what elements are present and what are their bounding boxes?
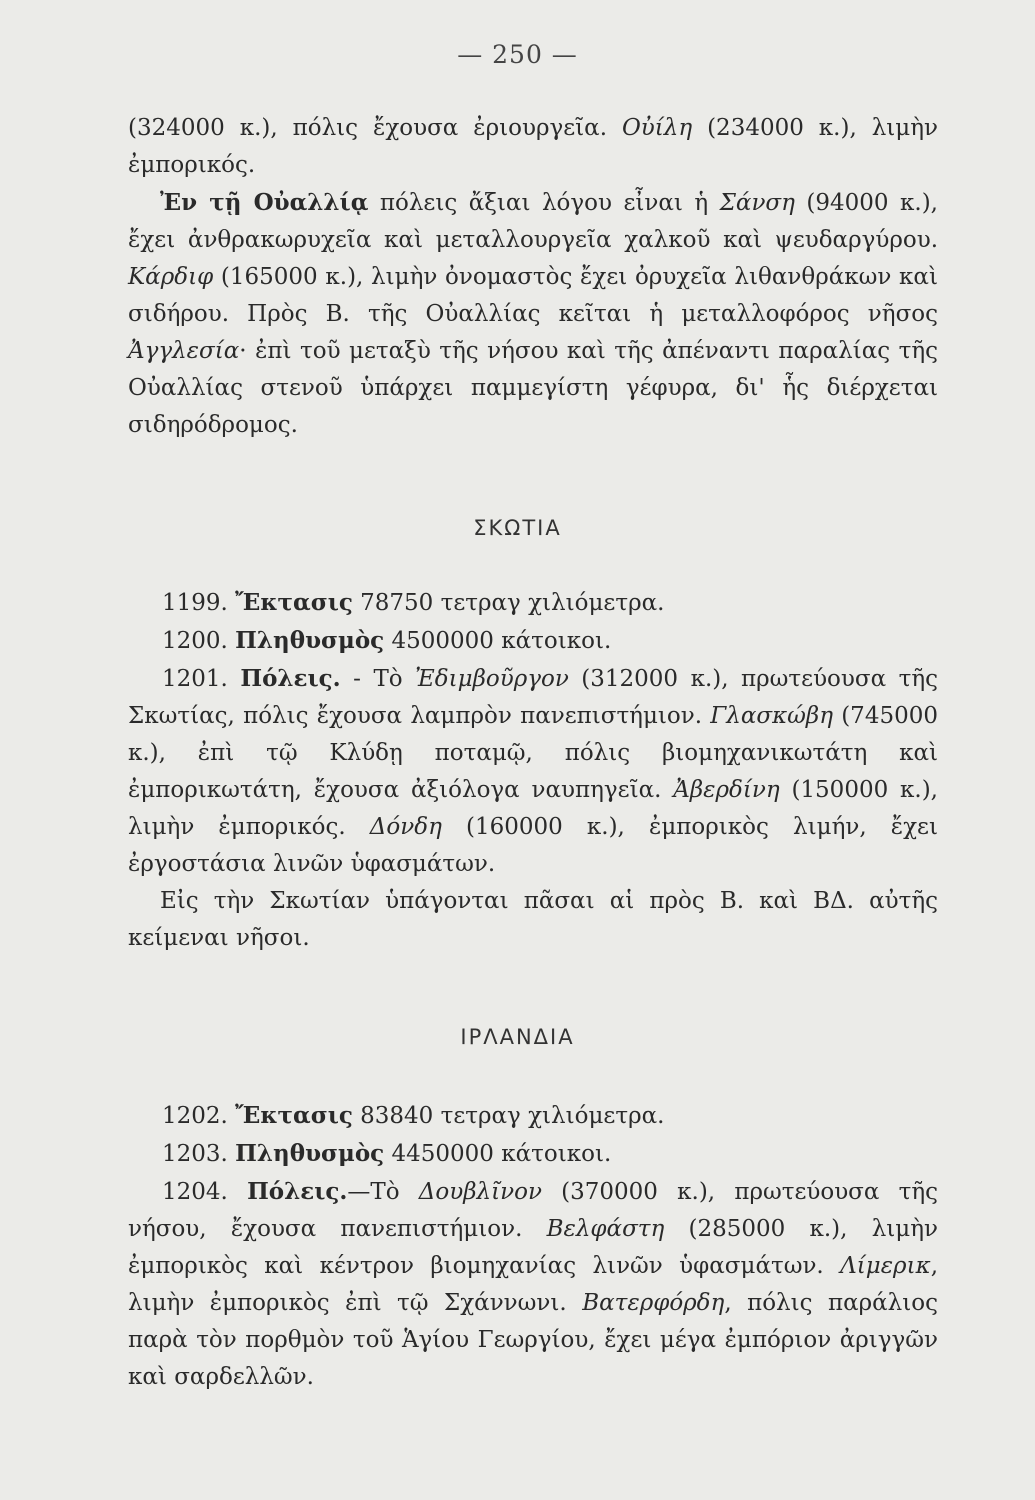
entry-label: Πόλεις. [240, 665, 341, 692]
entry-label: Ἔκτασις [235, 589, 353, 616]
text-run: (160000 κ.), ἐμπορικὸς λιμήν, ἔχει ἐργοστάσια λινῶν ὑφασμάτων. [128, 814, 938, 877]
entry-value: 4500000 κάτοικοι. [384, 628, 612, 654]
entry-ireland-population [128, 1135, 938, 1173]
entry-ireland-area [128, 1097, 938, 1135]
entry-number: 1201. [162, 666, 228, 692]
paragraph-wales-cities-cont [128, 110, 938, 184]
place-name: Ἀβερδίνη [673, 777, 780, 803]
section-lead: Ἐν τῇ Οὐαλλίᾳ [160, 189, 369, 216]
entry-scotland-area [128, 584, 938, 622]
place-name: Σάνση [719, 190, 795, 216]
entry-scotland-cities [128, 660, 938, 883]
text-run: (370000 κ.), πρωτεύουσα τῆς νήσου, ἔχουσα πανεπιστήμιον. [128, 1179, 939, 1242]
place-name: Βατερφόρδη [582, 1290, 725, 1316]
text-run: (165000 κ.), λιμὴν ὀνομαστὸς ἔχει ὀρυχεῖα λιθανθράκων καὶ σιδήρου. Πρὸς Β. τῆς Οὐαλλίας κεῖται ἡ μεταλλοφόρος νῆσος [128, 264, 938, 327]
text-run: (234000 κ.), λιμὴν ἐμπορικός. [128, 115, 938, 178]
page-number: — 250 — [457, 40, 578, 69]
text-run: (94000 κ.), ἔχει ἀνθρακωρυχεῖα καὶ μεταλλουργεῖα χαλκοῦ καὶ ψευδαργύρου. [128, 190, 938, 253]
entry-value: 4450000 κάτοικοι. [384, 1141, 612, 1167]
place-name: Ἐδιμβοῦργον [415, 666, 569, 692]
place-name: Οὐίλη [621, 115, 693, 141]
text-run: - Τὸ [340, 666, 416, 692]
entry-value: 78750 τετραγ χιλιόμετρα. [352, 590, 665, 616]
entry-number: 1200. [162, 628, 228, 654]
paragraph-scotland-islands: Εἰς τὴν Σκωτίαν ὑπάγονται πᾶσαι αἱ πρὸς Β. καὶ ΒΔ. αὐτῆς κείμεναι νῆσοι. [128, 888, 938, 951]
entry-value: 83840 τετραγ χιλιόμετρα. [352, 1103, 665, 1129]
place-name: Ἀγγλεσία [128, 338, 240, 364]
entry-ireland-cities [128, 1173, 938, 1396]
paragraph-wales [128, 184, 938, 444]
place-name: Λίμερικ [840, 1253, 931, 1279]
text-run: (745000 κ.), ἐπὶ τῷ Κλύδῃ ποταμῷ, πόλις βιομηχανικωτάτη καὶ ἐμπορικωτάτη, ἔχουσα ἀξιόλογα ναυπηγεῖα. [128, 703, 938, 803]
ireland-section [128, 1097, 938, 1396]
entry-label: Ἔκτασις [235, 1102, 353, 1129]
place-name: Βελφάστη [546, 1216, 665, 1242]
entry-number: 1203. [162, 1141, 228, 1167]
text-run: (312000 κ.), πρωτεύουσα τῆς Σκωτίας, πόλις ἔχουσα λαμπρὸν πανεπιστήμιον. [128, 666, 938, 729]
scotland-section [128, 584, 938, 957]
place-name: Δουβλῖνον [418, 1179, 542, 1205]
place-name: Κάρδιφ [128, 264, 214, 290]
text-run: · ἐπὶ τοῦ μεταξὺ τῆς νήσου καὶ τῆς ἀπέναντι παραλίας τῆς Οὐαλλίας στενοῦ ὑπάρχει παμμεγίστη γέφυρα, δι' ἧς διέρχεται σιδηρόδρομος. [128, 338, 938, 438]
place-name: Δόνδη [369, 814, 442, 840]
entry-number: 1199. [162, 590, 228, 616]
entry-number: 1204. [162, 1179, 228, 1205]
text-run: (285000 κ.), λιμὴν ἐμπορικὸς καὶ κέντρον βιομηχανίας λινῶν ὑφασμάτων. [128, 1216, 938, 1279]
heading-ireland: ΙΡΛΑΝΔΙΑ [460, 1025, 575, 1049]
text-run: , λιμὴν ἐμπορικὸς ἐπὶ τῷ Σχάννωνι. [128, 1253, 938, 1316]
text-run: πόλεις ἄξιαι λόγου εἶναι ἡ [368, 190, 720, 216]
text-run: —Τὸ [347, 1179, 419, 1205]
entry-number: 1202. [162, 1103, 228, 1129]
entry-label: Πληθυσμὸς [235, 1140, 385, 1167]
text-run: (324000 κ.), πόλις ἔχουσα ἐριουργεῖα. [128, 115, 622, 141]
place-name: Γλασκώβη [710, 703, 833, 729]
wales-section [128, 110, 938, 444]
text-run: , πόλις παράλιος παρὰ τὸν πορθμὸν τοῦ Ἁγίου Γεωργίου, ἔχει μέγα ἐμπόριον ἀριγγῶν καὶ σαρδελλῶν. [128, 1290, 938, 1390]
text-run: (150000 κ.), λιμὴν ἐμπορικός. [128, 777, 938, 840]
heading-scotland: ΣΚΩΤΙΑ [473, 516, 562, 540]
entry-label: Πόλεις. [247, 1178, 348, 1205]
entry-scotland-population [128, 622, 938, 660]
entry-label: Πληθυσμὸς [235, 627, 385, 654]
